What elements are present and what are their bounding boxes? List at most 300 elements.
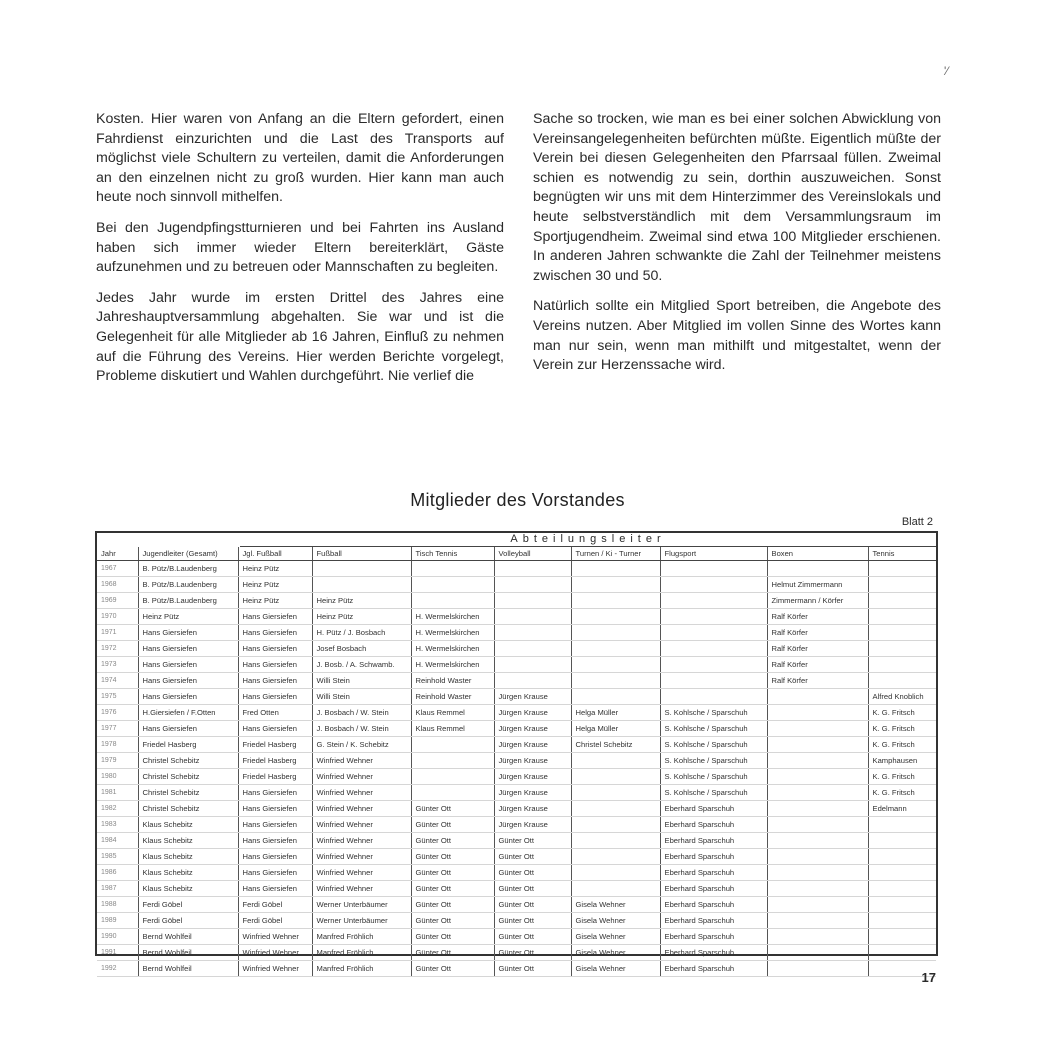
table-cell: Winfried Wehner	[312, 769, 411, 785]
table-cell: Ferdi Göbel	[138, 913, 238, 929]
table-cell: Bernd Wohlfeil	[138, 945, 238, 961]
table-cell	[571, 625, 660, 641]
table-cell	[571, 609, 660, 625]
table-row	[97, 721, 936, 737]
table-row	[97, 881, 936, 897]
table-cell: Ralf Körfer	[767, 673, 868, 689]
table-cell	[868, 897, 936, 913]
text-column-right	[533, 110, 941, 387]
table-cell: H.Giersiefen / F.Otten	[138, 705, 238, 721]
table-row	[97, 833, 936, 849]
table-row	[97, 689, 936, 705]
table-cell: J. Bosbach / W. Stein	[312, 705, 411, 721]
table-cell: S. Kohlsche / Sparschuh	[660, 769, 767, 785]
table-cell: Willi Stein	[312, 673, 411, 689]
table-cell	[767, 897, 868, 913]
table-cell	[660, 577, 767, 593]
table-cell: Eberhard Sparschuh	[660, 881, 767, 897]
table-cell: Gisela Wehner	[571, 945, 660, 961]
table-cell: Günter Ott	[411, 833, 494, 849]
table-cell: Eberhard Sparschuh	[660, 817, 767, 833]
table-cell: Hans Giersiefen	[138, 721, 238, 737]
table-cell	[312, 577, 411, 593]
table-cell	[868, 865, 936, 881]
column-header: Volleyball	[494, 547, 571, 561]
table-cell: Christel Schebitz	[138, 785, 238, 801]
table-cell: Josef Bosbach	[312, 641, 411, 657]
table-cell: Günter Ott	[411, 817, 494, 833]
table-cell	[868, 561, 936, 577]
table-cell: H. Wermelskirchen	[411, 657, 494, 673]
table-cell: Günter Ott	[411, 961, 494, 977]
table-cell	[767, 561, 868, 577]
table-cell: Friedel Hasberg	[238, 737, 312, 753]
table-cell: Eberhard Sparschuh	[660, 961, 767, 977]
table-cell: Werner Unterbäumer	[312, 913, 411, 929]
table-cell: Gisela Wehner	[571, 913, 660, 929]
table-cell: Hans Giersiefen	[238, 625, 312, 641]
table-cell: Ralf Körfer	[767, 625, 868, 641]
table-row	[97, 641, 936, 657]
table-cell: Winfried Wehner	[238, 961, 312, 977]
table-row	[97, 705, 936, 721]
table-cell: Hans Giersiefen	[238, 833, 312, 849]
table-cell: Winfried Wehner	[312, 849, 411, 865]
table-cell	[571, 641, 660, 657]
table-cell	[411, 577, 494, 593]
table-cell: Eberhard Sparschuh	[660, 897, 767, 913]
table-cell	[767, 769, 868, 785]
table-cell: K. G. Fritsch	[868, 721, 936, 737]
table-cell: Günter Ott	[494, 881, 571, 897]
table-cell: B. Pütz/B.Laudenberg	[138, 577, 238, 593]
table-cell: Hans Giersiefen	[138, 625, 238, 641]
table-row	[97, 785, 936, 801]
table-cell: Willi Stein	[312, 689, 411, 705]
table-cell	[571, 593, 660, 609]
table-cell	[494, 561, 571, 577]
table-cell	[571, 673, 660, 689]
table-cell: Günter Ott	[411, 929, 494, 945]
table-cell: Klaus Schebitz	[138, 849, 238, 865]
table-row	[97, 929, 936, 945]
table-cell	[660, 689, 767, 705]
table-cell	[868, 833, 936, 849]
column-header: Tennis	[868, 547, 936, 561]
table-cell	[411, 769, 494, 785]
table-cell: Werner Unterbäumer	[312, 897, 411, 913]
table-cell	[660, 609, 767, 625]
table-cell: Hans Giersiefen	[138, 673, 238, 689]
table-cell	[494, 577, 571, 593]
table-cell: Hans Giersiefen	[238, 801, 312, 817]
table-cell	[411, 753, 494, 769]
table-cell: Manfred Fröhlich	[312, 929, 411, 945]
table-row	[97, 625, 936, 641]
table-cell: Jürgen Krause	[494, 721, 571, 737]
table-cell	[767, 945, 868, 961]
year-cell: 1970	[97, 609, 138, 625]
column-header: Boxen	[767, 547, 868, 561]
year-cell: 1973	[97, 657, 138, 673]
table-cell	[767, 689, 868, 705]
table-cell: Eberhard Sparschuh	[660, 833, 767, 849]
table-cell: Winfried Wehner	[238, 945, 312, 961]
paragraph: Jedes Jahr wurde im ersten Drittel des Jahres eine Jahreshauptversammlung abgehalten. Sie war und ist die Gelegenheit für alle Mitglieder ab 16 Jahren, Einfluß zu nehmen auf die Führung des Vereins. Hier werden Berichte vorgelegt, Probleme diskutiert und Wahlen durchgeführt. Nie verlief die	[96, 289, 504, 385]
table-cell: Hans Giersiefen	[238, 881, 312, 897]
table-cell: Günter Ott	[494, 961, 571, 977]
table-cell	[767, 705, 868, 721]
table-cell	[571, 753, 660, 769]
table-cell	[411, 561, 494, 577]
table-cell	[767, 753, 868, 769]
table-cell: Eberhard Sparschuh	[660, 849, 767, 865]
table-cell: Ralf Körfer	[767, 641, 868, 657]
table-cell: Manfred Fröhlich	[312, 961, 411, 977]
table-cell: Günter Ott	[411, 945, 494, 961]
table-cell: Jürgen Krause	[494, 801, 571, 817]
table-row	[97, 865, 936, 881]
table-cell: K. G. Fritsch	[868, 705, 936, 721]
table-cell: Klaus Remmel	[411, 721, 494, 737]
table-cell: Reinhold Waster	[411, 689, 494, 705]
table-cell: Winfried Wehner	[312, 801, 411, 817]
table-cell	[767, 913, 868, 929]
table-cell: Heinz Pütz	[312, 609, 411, 625]
table-cell: Friedel Hasberg	[238, 753, 312, 769]
table-row	[97, 609, 936, 625]
table-cell: Klaus Remmel	[411, 705, 494, 721]
table-cell	[868, 593, 936, 609]
table-cell: Christel Schebitz	[138, 769, 238, 785]
table-cell: S. Kohlsche / Sparschuh	[660, 737, 767, 753]
table-cell: Günter Ott	[494, 849, 571, 865]
table-cell	[868, 881, 936, 897]
table-cell: Bernd Wohlfeil	[138, 961, 238, 977]
year-cell: 1968	[97, 577, 138, 593]
table-cell	[868, 929, 936, 945]
table-cell	[767, 785, 868, 801]
table-cell: Eberhard Sparschuh	[660, 801, 767, 817]
table-cell: Günter Ott	[494, 945, 571, 961]
table-cell: Günter Ott	[411, 897, 494, 913]
table-cell: H. Wermelskirchen	[411, 625, 494, 641]
year-cell: 1991	[97, 945, 138, 961]
table-cell: K. G. Fritsch	[868, 769, 936, 785]
table-cell: Klaus Schebitz	[138, 833, 238, 849]
year-cell: 1981	[97, 785, 138, 801]
table-body	[97, 561, 936, 977]
table-cell: K. G. Fritsch	[868, 785, 936, 801]
table-cell	[868, 945, 936, 961]
year-cell: 1983	[97, 817, 138, 833]
table-cell: Günter Ott	[494, 929, 571, 945]
table-row	[97, 593, 936, 609]
table-cell: Hans Giersiefen	[238, 849, 312, 865]
page-number: 17	[921, 970, 936, 985]
table-cell: Gisela Wehner	[571, 961, 660, 977]
table-cell: Helmut Zimmermann	[767, 577, 868, 593]
table-cell	[767, 865, 868, 881]
table-cell: Eberhard Sparschuh	[660, 865, 767, 881]
table-cell	[660, 561, 767, 577]
table-cell: Eberhard Sparschuh	[660, 913, 767, 929]
table-cell: Heinz Pütz	[312, 593, 411, 609]
table-cell	[571, 833, 660, 849]
board-members-table	[97, 547, 936, 977]
table-cell: Heinz Pütz	[238, 561, 312, 577]
table-cell: Hans Giersiefen	[238, 673, 312, 689]
paragraph: Bei den Jugendpfingstturnieren und bei Fahrten ins Ausland haben sich immer wieder Eltern bereiterklärt, Gäste aufzunehmen und zu betreuen oder Mannschaften zu begleiten.	[96, 219, 504, 276]
table-row	[97, 577, 936, 593]
table-cell: G. Stein / K. Schebitz	[312, 737, 411, 753]
table-cell	[494, 609, 571, 625]
table-cell: Ferdi Göbel	[238, 897, 312, 913]
column-header: Flugsport	[660, 547, 767, 561]
year-cell: 1980	[97, 769, 138, 785]
table-cell: Winfried Wehner	[312, 881, 411, 897]
table-cell	[660, 593, 767, 609]
table-cell: H. Wermelskirchen	[411, 641, 494, 657]
table-cell: Fred Otten	[238, 705, 312, 721]
table-cell	[868, 657, 936, 673]
corner-mark: '⁄	[944, 64, 949, 78]
table-cell	[660, 657, 767, 673]
table-cell: Jürgen Krause	[494, 817, 571, 833]
table-cell	[571, 577, 660, 593]
year-cell: 1979	[97, 753, 138, 769]
table-row	[97, 913, 936, 929]
table-cell	[571, 657, 660, 673]
table-cell	[767, 737, 868, 753]
table-cell	[571, 561, 660, 577]
table-cell: S. Kohlsche / Sparschuh	[660, 753, 767, 769]
table-cell: Klaus Schebitz	[138, 865, 238, 881]
table-cell: Hans Giersiefen	[238, 785, 312, 801]
table-cell: Günter Ott	[411, 801, 494, 817]
paragraph: Natürlich sollte ein Mitglied Sport betreiben, die Angebote des Vereins nutzen. Aber Mitglied im vollen Sinne des Wortes kann man nur sein, wenn man mithilft und mitgestaltet, wenn der Verein zur Herzenssache wird.	[533, 298, 941, 374]
year-cell: 1969	[97, 593, 138, 609]
table-cell: Zimmermann / Körfer	[767, 593, 868, 609]
table-cell: H. Pütz / J. Bosbach	[312, 625, 411, 641]
table-cell: Bernd Wohlfeil	[138, 929, 238, 945]
column-header: Jgl. Fußball	[238, 547, 312, 561]
table-cell: Heinz Pütz	[138, 609, 238, 625]
table-cell	[571, 801, 660, 817]
table-cell: Hans Giersiefen	[238, 657, 312, 673]
year-cell: 1978	[97, 737, 138, 753]
table-cell: Jürgen Krause	[494, 689, 571, 705]
table-title: Mitglieder des Vorstandes	[410, 490, 625, 510]
table-row	[97, 849, 936, 865]
table-cell: Gisela Wehner	[571, 929, 660, 945]
table-cell	[494, 593, 571, 609]
year-cell: 1988	[97, 897, 138, 913]
table-cell	[494, 657, 571, 673]
sheet-label: Blatt 2	[901, 516, 933, 528]
table-cell: Hans Giersiefen	[138, 641, 238, 657]
table-cell: Hans Giersiefen	[138, 657, 238, 673]
table-row	[97, 673, 936, 689]
table-cell	[571, 865, 660, 881]
section-header: Abteilungsleiter	[240, 533, 936, 547]
table-cell: Edelmann	[868, 801, 936, 817]
year-cell: 1984	[97, 833, 138, 849]
table-cell: J. Bosbach / W. Stein	[312, 721, 411, 737]
table-cell	[571, 769, 660, 785]
table-cell: Klaus Schebitz	[138, 881, 238, 897]
year-cell: 1977	[97, 721, 138, 737]
table-cell: Gisela Wehner	[571, 897, 660, 913]
table-cell: Jürgen Krause	[494, 769, 571, 785]
table-cell: B. Pütz/B.Laudenberg	[138, 593, 238, 609]
table-cell: Ralf Körfer	[767, 657, 868, 673]
table-cell: Eberhard Sparschuh	[660, 945, 767, 961]
table-cell: Winfried Wehner	[238, 929, 312, 945]
table-cell: Jürgen Krause	[494, 705, 571, 721]
table-cell	[411, 737, 494, 753]
table-row	[97, 769, 936, 785]
table-row	[97, 961, 936, 977]
table-cell	[868, 625, 936, 641]
table-cell	[868, 609, 936, 625]
table-cell: Jürgen Krause	[494, 737, 571, 753]
table-cell: Friedel Hasberg	[238, 769, 312, 785]
table-cell: H. Wermelskirchen	[411, 609, 494, 625]
table-cell	[494, 673, 571, 689]
table-cell: Klaus Schebitz	[138, 817, 238, 833]
table-cell: Winfried Wehner	[312, 865, 411, 881]
year-cell: 1975	[97, 689, 138, 705]
year-cell: 1971	[97, 625, 138, 641]
table-cell: Friedel Hasberg	[138, 737, 238, 753]
column-header: Tisch Tennis	[411, 547, 494, 561]
table-cell: Manfred Fröhlich	[312, 945, 411, 961]
table-cell: Christel Schebitz	[138, 753, 238, 769]
table-cell	[767, 721, 868, 737]
table-cell: Günter Ott	[411, 913, 494, 929]
column-header: Jugendleiter (Gesamt)	[138, 547, 238, 561]
table-cell: Günter Ott	[494, 865, 571, 881]
table-cell	[571, 849, 660, 865]
table-cell	[660, 625, 767, 641]
table-cell: Heinz Pütz	[238, 577, 312, 593]
table-cell: Günter Ott	[494, 913, 571, 929]
table-cell: Günter Ott	[411, 865, 494, 881]
table-cell: Günter Ott	[494, 897, 571, 913]
year-cell: 1967	[97, 561, 138, 577]
year-cell: 1976	[97, 705, 138, 721]
table-cell	[312, 561, 411, 577]
table-cell: Günter Ott	[411, 881, 494, 897]
table-cell	[660, 673, 767, 689]
table-cell: Ralf Körfer	[767, 609, 868, 625]
table-cell: Hans Giersiefen	[138, 689, 238, 705]
table-cell	[868, 641, 936, 657]
table-row	[97, 897, 936, 913]
table-cell: S. Kohlsche / Sparschuh	[660, 785, 767, 801]
table-cell: Reinhold Waster	[411, 673, 494, 689]
table-cell	[411, 785, 494, 801]
table-cell: Hans Giersiefen	[238, 865, 312, 881]
table-cell	[571, 881, 660, 897]
table-cell: K. G. Fritsch	[868, 737, 936, 753]
table-row	[97, 737, 936, 753]
paragraph: Kosten. Hier waren von Anfang an die Eltern gefordert, einen Fahrdienst einzurichten und die Last des Transports auf möglichst viele Schultern zu verteilen, damit die Anforderungen an den einzelnen nicht zu groß wurden. Hier kann man auch heute noch sinnvoll mithelfen.	[96, 111, 504, 206]
table-cell: Jürgen Krause	[494, 785, 571, 801]
year-cell: 1985	[97, 849, 138, 865]
table-cell: Heinz Pütz	[238, 593, 312, 609]
table-cell	[494, 625, 571, 641]
table-cell: S. Kohlsche / Sparschuh	[660, 705, 767, 721]
table-cell: Kamphausen	[868, 753, 936, 769]
table-cell	[767, 929, 868, 945]
table-cell: Hans Giersiefen	[238, 609, 312, 625]
table-cell	[411, 593, 494, 609]
table-row	[97, 561, 936, 577]
table-row	[97, 657, 936, 673]
table-cell	[868, 913, 936, 929]
table-cell	[767, 817, 868, 833]
table-cell	[868, 577, 936, 593]
table-cell: B. Pütz/B.Laudenberg	[138, 561, 238, 577]
table-cell: Günter Ott	[494, 833, 571, 849]
table-cell	[868, 673, 936, 689]
year-cell: 1992	[97, 961, 138, 977]
table-row	[97, 817, 936, 833]
table-cell: Jürgen Krause	[494, 753, 571, 769]
table-cell	[494, 641, 571, 657]
table-cell	[767, 849, 868, 865]
table-cell: Günter Ott	[411, 849, 494, 865]
table-cell: Ferdi Göbel	[238, 913, 312, 929]
table-row	[97, 753, 936, 769]
table-cell: Hans Giersiefen	[238, 721, 312, 737]
table-cell: Ferdi Göbel	[138, 897, 238, 913]
table-cell: Helga Müller	[571, 721, 660, 737]
table-cell	[571, 817, 660, 833]
table-cell	[767, 961, 868, 977]
year-cell: 1974	[97, 673, 138, 689]
table-cell	[571, 689, 660, 705]
column-header: Jahr	[97, 547, 138, 561]
table-cell: Hans Giersiefen	[238, 641, 312, 657]
table-cell: Hans Giersiefen	[238, 817, 312, 833]
table-cell: Winfried Wehner	[312, 785, 411, 801]
year-cell: 1982	[97, 801, 138, 817]
paragraph: Sache so trocken, wie man es bei einer solchen Abwicklung von Vereinsangelegenheiten befürchten müßte. Eigentlich müßte der Verein bei diesen Gelegenheiten den Pfarrsaal füllen. Zweimal schien es notwendig zu sein, dorthin auszuweichen. Sonst begnügten wir uns mit dem Hinterzimmer des Vereinslokals und heute selbstverständlich mit dem Versammlungsraum im Sportjugendheim. Zweimal sind etwa 100 Mitglieder erschienen. In anderen Jahren schwankte die Zahl der Teilnehmer meistens zwischen 30 und 50.	[533, 111, 941, 284]
table-cell	[767, 801, 868, 817]
table-cell: J. Bosb. / A. Schwamb.	[312, 657, 411, 673]
table-cell	[767, 833, 868, 849]
column-header: Fußball	[312, 547, 411, 561]
table-cell: Winfried Wehner	[312, 817, 411, 833]
table-row	[97, 801, 936, 817]
year-cell: 1990	[97, 929, 138, 945]
year-cell: 1972	[97, 641, 138, 657]
table-cell: Eberhard Sparschuh	[660, 929, 767, 945]
table-cell: Alfred Knoblich	[868, 689, 936, 705]
table-cell	[767, 881, 868, 897]
table-cell: Helga Müller	[571, 705, 660, 721]
year-cell: 1987	[97, 881, 138, 897]
table-cell: Christel Schebitz	[571, 737, 660, 753]
table-cell: Winfried Wehner	[312, 753, 411, 769]
text-column-left	[96, 110, 504, 398]
table-cell: S. Kohlsche / Sparschuh	[660, 721, 767, 737]
table-row	[97, 945, 936, 961]
year-cell: 1986	[97, 865, 138, 881]
